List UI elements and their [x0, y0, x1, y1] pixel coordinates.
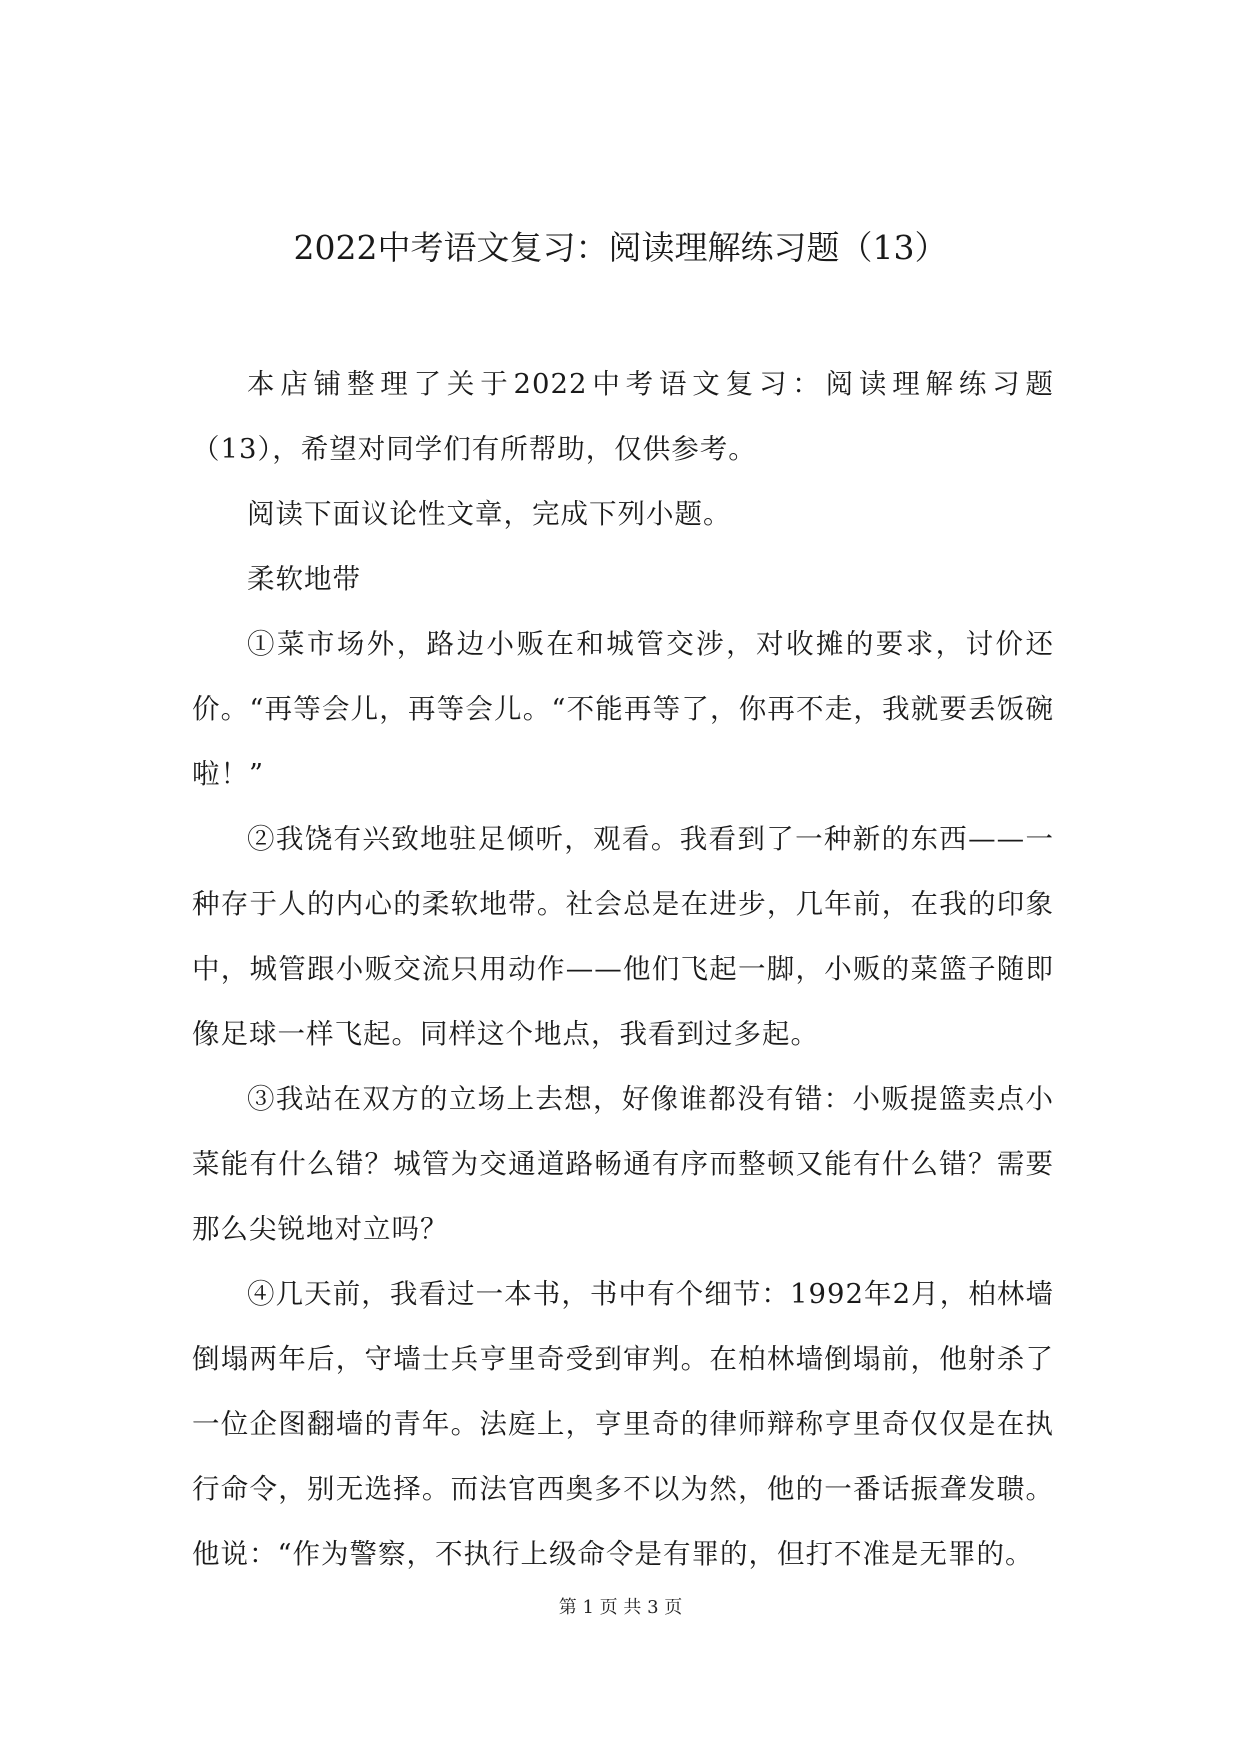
article-title: 柔软地带	[247, 563, 361, 595]
article-paragraph-1: ①菜市场外，路边小贩在和城管交涉，对收摊的要求，讨价还价。“再等会儿，再等会儿。“不能再等了，你再不走，我就要丢饭碗啦！”	[192, 628, 1054, 790]
page-title: 2022中考语文复习：阅读理解练习题（13）	[293, 228, 948, 267]
instruction-paragraph: 阅读下面议论性文章，完成下列小题。	[247, 498, 732, 530]
document-body	[192, 352, 1054, 1587]
page-footer: 第 1 页 共 3 页	[558, 1597, 683, 1618]
article-paragraph-3: ③我站在双方的立场上去想，好像谁都没有错：小贩提篮卖点小菜能有什么错？城管为交通道路畅通有序而整顿又能有什么错？需要那么尖锐地对立吗？	[192, 1083, 1054, 1245]
article-paragraph-2: ②我饶有兴致地驻足倾听，观看。我看到了一种新的东西——一种存于人的内心的柔软地带。社会总是在进步，几年前，在我的印象中，城管跟小贩交流只用动作——他们飞起一脚，小贩的菜篮子随即像足球一样飞起。同样这个地点，我看到过多起。	[192, 823, 1054, 1050]
article-paragraph-4: ④几天前，我看过一本书，书中有个细节：1992年2月，柏林墙倒塌两年后，守墙士兵亨里奇受到审判。在柏林墙倒塌前，他射杀了一位企图翻墙的青年。法庭上，亨里奇的律师辩称亨里奇仅仅是在执行命令，别无选择。而法官西奥多不以为然，他的一番话振聋发聩。他说：“作为警察，不执行上级命令是有罪的，但打不准是无罪的。	[192, 1278, 1054, 1570]
intro-paragraph: 本店铺整理了关于2022中考语文复习：阅读理解练习题（13），希望对同学们有所帮助，仅供参考。	[192, 368, 1054, 465]
